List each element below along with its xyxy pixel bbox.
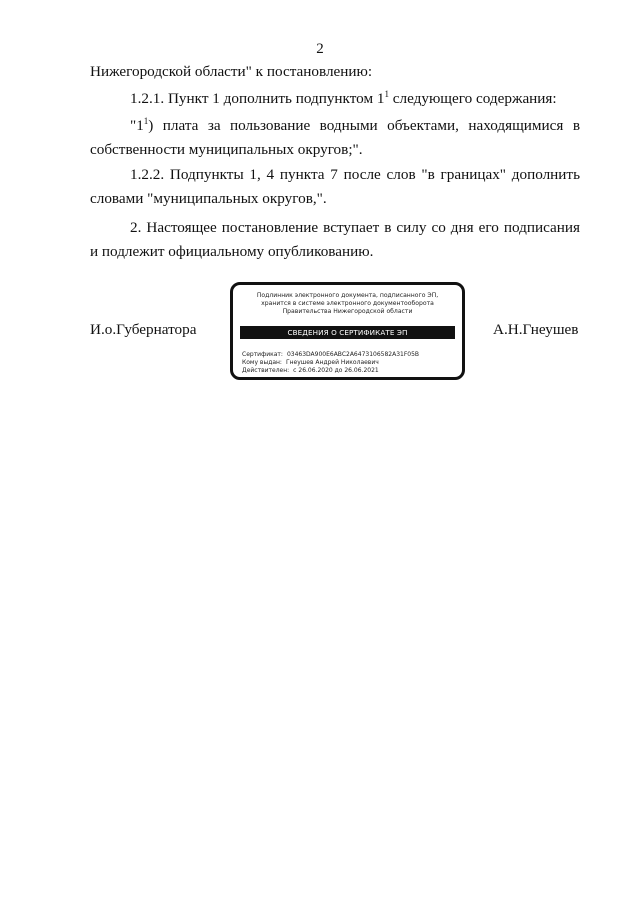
certificate-row [242, 351, 457, 359]
superscript-number: 1 [384, 89, 389, 99]
paragraph-text-before-superscript: "1 [130, 117, 144, 134]
certificate-label: Сертификат: [242, 351, 283, 358]
signatory-name: А.Н.Гнеушев [493, 321, 579, 338]
superscript-number: 1 [143, 116, 149, 126]
paragraph-subpoint-text [90, 114, 580, 162]
issued-to-row [242, 359, 457, 367]
certificate-details [242, 351, 457, 376]
paragraph-text [90, 87, 580, 111]
issued-to-value: Гнеушев Андрей Николаевич [285, 359, 379, 367]
paragraph-text: 2. Настоящее постановление вступает в силу со дня его подписания и подлежит официальному опубликованию. [90, 219, 580, 260]
stamp-header-line: Подлинник электронного документа, подписанного ЭП, [256, 292, 439, 299]
electronic-signature-stamp [230, 282, 465, 380]
paragraph-text-after-superscript: следующего содержания: [388, 90, 557, 107]
issued-to-label: Кому выдан: [242, 359, 282, 367]
paragraph-1-2-1 [90, 87, 580, 111]
certificate-value: 03463DA900E6ABC2A6473106582A31F05B [286, 351, 420, 358]
stamp-header [243, 292, 452, 316]
paragraph-text-after-superscript: ) плата за пользование водными объектами, находящимися в собственности муниципальных округов;". [90, 117, 580, 158]
stamp-header-line: хранится в системе электронного документооборота [261, 300, 434, 307]
paragraph-2 [90, 216, 580, 264]
paragraph-text [90, 114, 580, 162]
certificate-title-bar: СВЕДЕНИЯ О СЕРТИФИКАТЕ ЭП [240, 326, 455, 339]
validity-row [242, 367, 457, 375]
paragraph-continuation [90, 60, 580, 84]
paragraph-text-before-superscript: 1.2.1. Пункт 1 дополнить подпунктом 1 [130, 90, 385, 107]
paragraph-text: 1.2.2. Подпункты 1, 4 пункта 7 после слов "в границах" дополнить словами "муниципальных округов,". [90, 166, 580, 207]
validity-value: с 26.06.2020 до 26.06.2021 [293, 367, 379, 375]
paragraph-1-2-2 [90, 163, 580, 211]
stamp-header-line: Правительства Нижегородской области [282, 308, 413, 315]
page-number: 2 [316, 41, 324, 57]
validity-label: Действителен: [242, 367, 290, 375]
paragraph-text: Нижегородской области" к постановлению: [90, 63, 373, 80]
signatory-position: И.о.Губернатора [90, 321, 197, 338]
